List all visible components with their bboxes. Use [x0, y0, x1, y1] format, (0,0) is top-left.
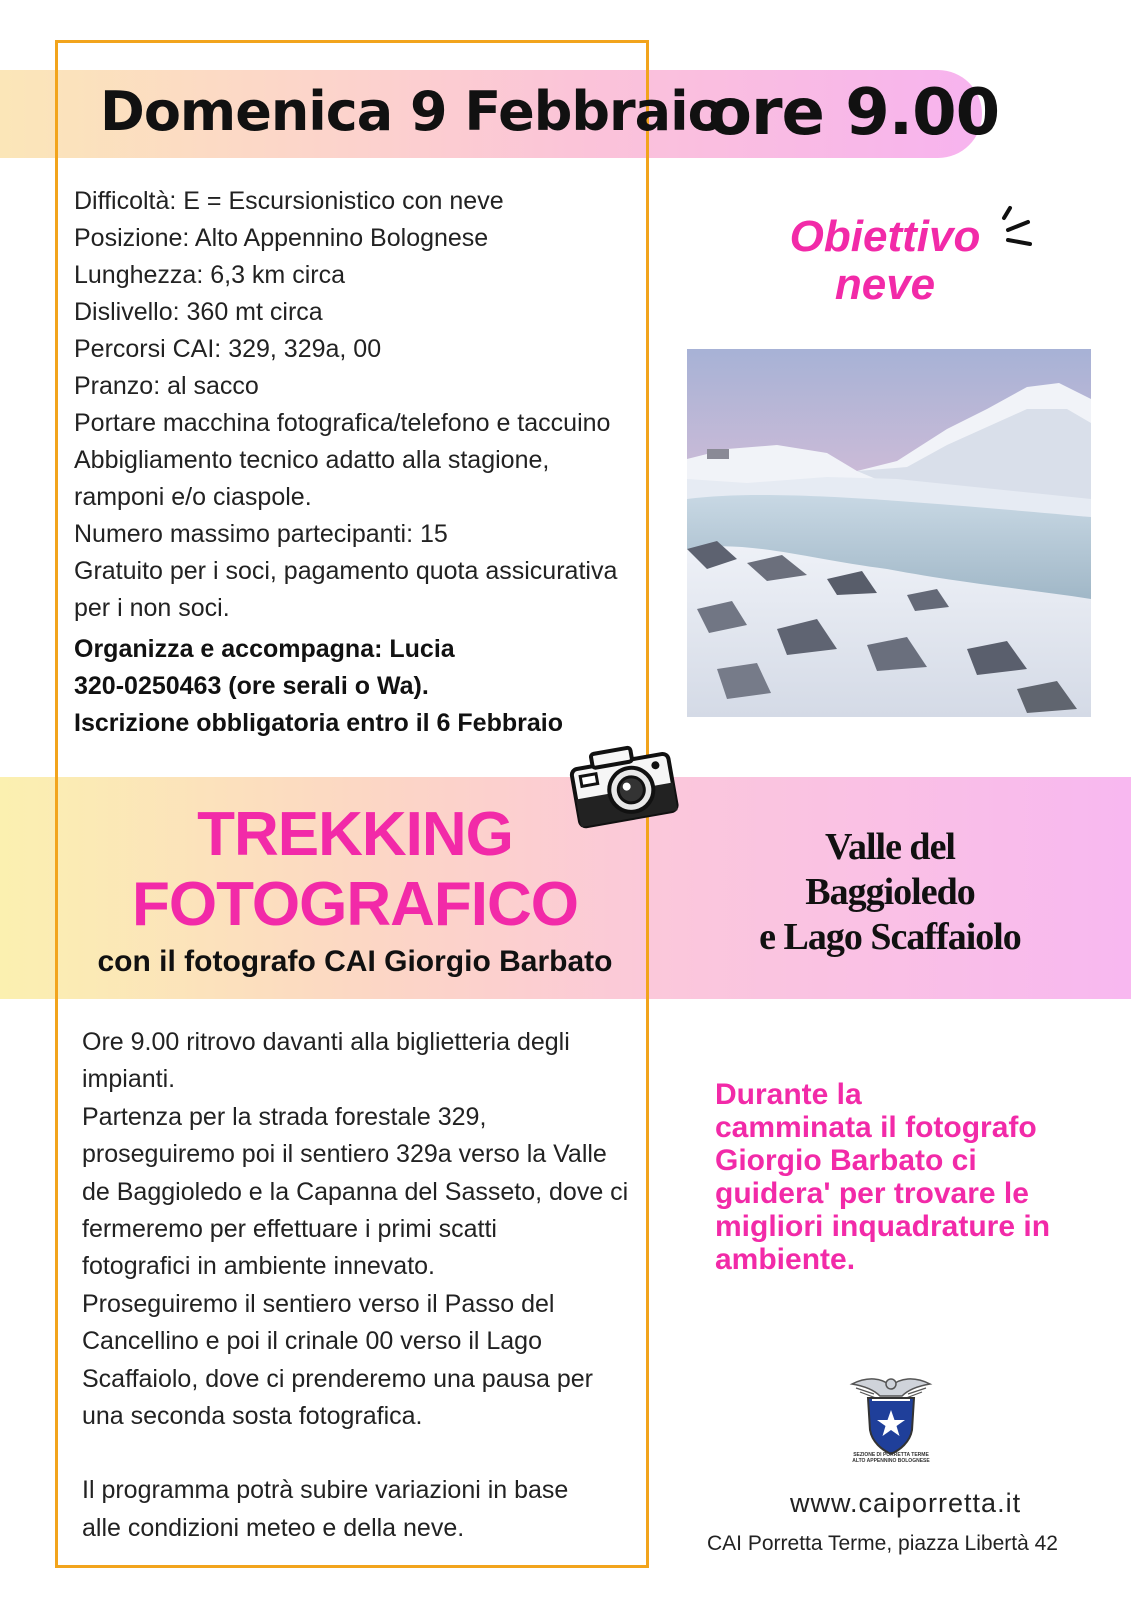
program-line: de Baggioledo e la Capanna del Sasseto, dove ci [82, 1177, 629, 1206]
program-spacer [82, 1435, 642, 1472]
detail-line: per i non soci. [74, 594, 230, 622]
highlight-line: migliori inquadrature in [715, 1210, 1051, 1243]
highlight-line: Giorgio Barbato ci [715, 1144, 977, 1177]
program-line: fotografici in ambiente innevato. [82, 1252, 435, 1281]
objective-line: Obiettivo [789, 212, 981, 261]
program-line: Proseguiremo il sentiero verso il Passo del [82, 1289, 555, 1318]
details-list [74, 183, 644, 742]
logo-caption [848, 1452, 934, 1464]
detail-line: Numero massimo partecipanti: 15 [74, 520, 448, 548]
event-date: Domenica 9 Febbraio [100, 80, 724, 143]
place-line: e Lago Scaffaiolo [759, 916, 1021, 958]
sparkle-icon [998, 204, 1038, 252]
program-line: Cancellino e poi il crinale 00 verso il Lago [82, 1327, 542, 1356]
program-line: Ore 9.00 ritrovo davanti alla biglietteria degli [82, 1028, 570, 1056]
address-text: CAI Porretta Terme, piazza Libertà 42 [707, 1532, 1058, 1555]
highlight-line: ambiente. [715, 1243, 856, 1276]
logo-caption-line: ALTO APPENNINO BOLOGNESE [852, 1458, 930, 1464]
detail-line: Posizione: Alto Appennino Bolognese [74, 224, 489, 252]
detail-line: Lunghezza: 6,3 km circa [74, 261, 345, 289]
detail-line: Gratuito per i soci, pagamento quota assicurativa [74, 557, 618, 585]
program-line: Partenza per la strada forestale 329, [82, 1102, 487, 1131]
trek-title-line: TREKKING [197, 800, 513, 869]
program-line: Scaffaiolo, dove ci prenderemo una pausa per [82, 1364, 593, 1393]
program-line: impianti. [82, 1065, 176, 1094]
trek-subtitle: con il fotografo CAI Giorgio Barbato [97, 945, 613, 978]
objective-heading [770, 213, 1000, 309]
organizer-line: Organizza e accompagna: Lucia [74, 635, 455, 663]
detail-line: Pranzo: al sacco [74, 372, 259, 400]
detail-line: Abbigliamento tecnico adatto alla stagione, [74, 446, 550, 474]
organizer-line: 320-0250463 (ore serali o Wa). [74, 672, 429, 700]
place-line: Valle del [825, 826, 955, 868]
highlight-line: camminata il fotografo [715, 1111, 1037, 1144]
detail-line: Percorsi CAI: 329, 329a, 00 [74, 335, 382, 363]
detail-line: Portare macchina fotografica/telefono e taccuino [74, 409, 611, 437]
objective-line: neve [834, 260, 936, 309]
program-line: fermeremo per effettuare i primi scatti [82, 1215, 497, 1244]
program-text [82, 1024, 642, 1547]
trek-title-line: FOTOGRAFICO [132, 870, 578, 939]
highlight-line: Durante la [715, 1078, 862, 1111]
program-note-line: alle condizioni meteo e della neve. [82, 1513, 465, 1542]
program-line: una seconda sosta fotografica. [82, 1402, 423, 1431]
highlight-line: guidera' per trovare le [715, 1177, 1029, 1210]
organizer-line: Iscrizione obbligatoria entro il 6 Febbraio [74, 709, 563, 737]
trek-title [60, 800, 650, 940]
highlight-text [715, 1078, 1105, 1276]
detail-line: ramponi e/o ciaspole. [74, 483, 312, 511]
detail-line: Difficoltà: E = Escursionistico con neve [74, 187, 504, 215]
program-line: proseguiremo poi il sentiero 329a verso la Valle [82, 1140, 607, 1169]
place-line: Baggioledo [805, 871, 975, 913]
detail-line: Dislivello: 360 mt circa [74, 298, 323, 326]
lake-photo [687, 349, 1091, 717]
event-time: ore 9.00 [708, 76, 1000, 150]
logo-caption-line: SEZIONE DI PORRETTA TERME [853, 1452, 929, 1458]
website-link[interactable]: www.caiporretta.it [790, 1488, 1022, 1518]
place-name [720, 825, 1060, 960]
program-note-line: Il programma potrà subire variazioni in base [82, 1476, 569, 1505]
